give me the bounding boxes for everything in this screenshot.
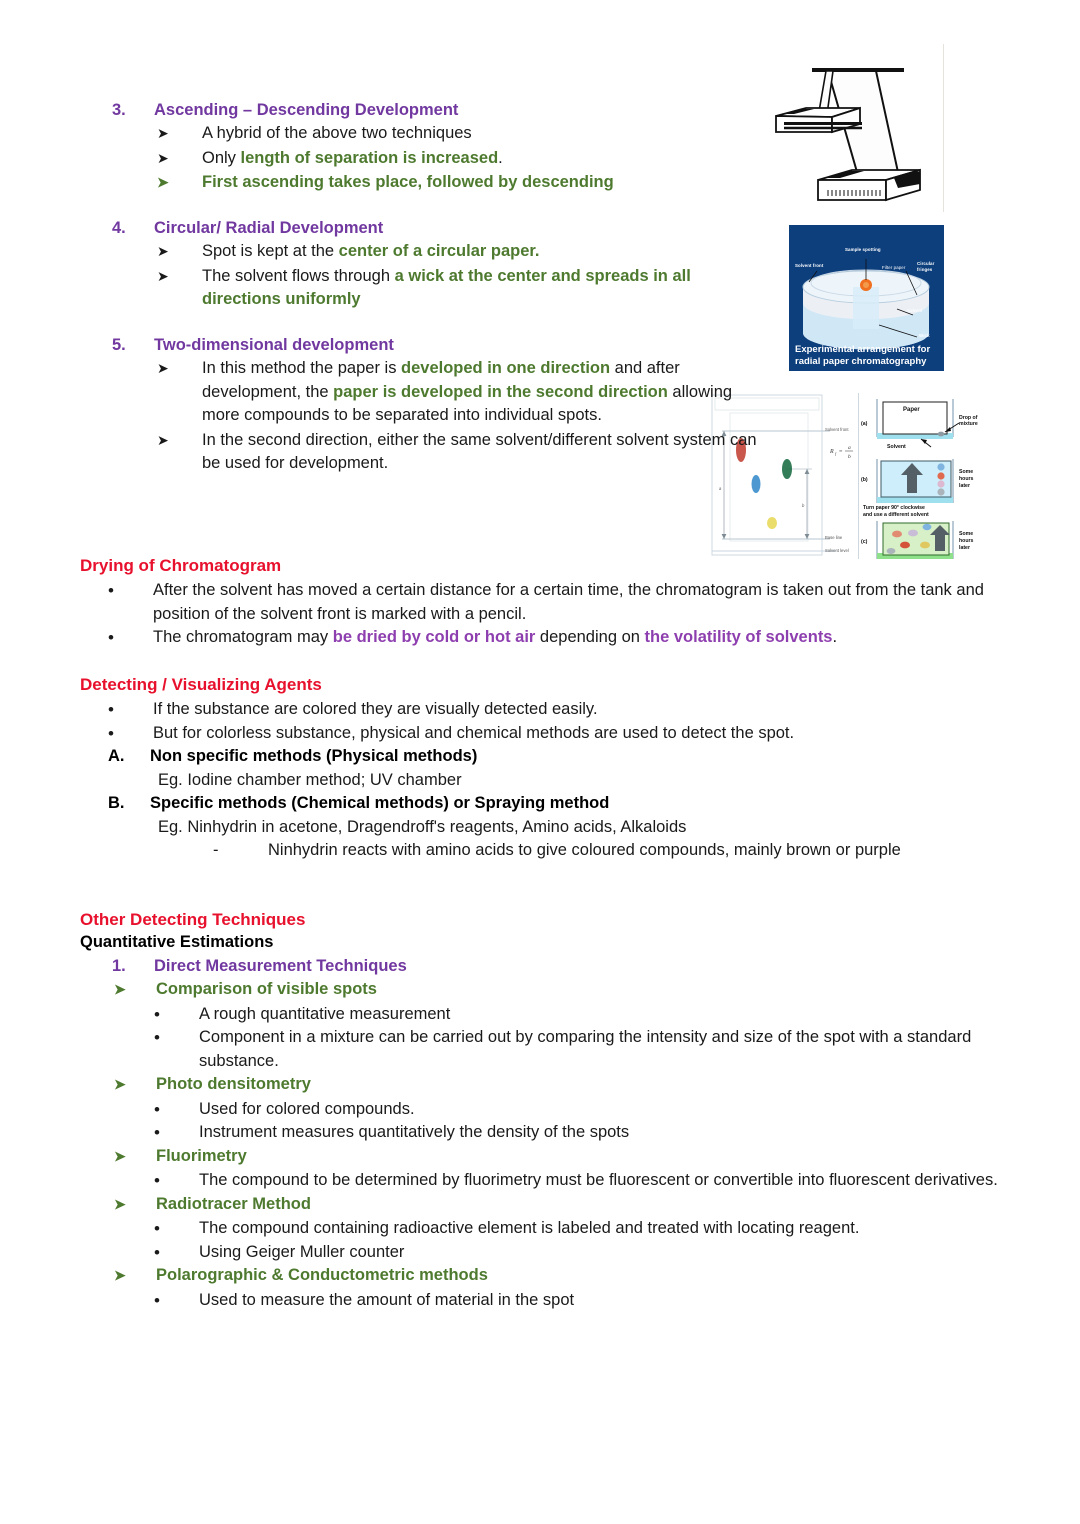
drying-bullet-1: After the solvent has moved a certain distance for a certain time, the chromatogram is taken out from the tank and position of the solvent front is marked with a pencil. [153, 581, 984, 623]
round-bullet-icon: • [154, 1242, 160, 1262]
list-item [108, 839, 1003, 863]
letter-a-marker: A. [108, 747, 125, 765]
seg-plain-2: and after development, the [202, 359, 680, 401]
label-some-hours-c2: hours [959, 538, 974, 544]
label-solvent-level: Solvent level [825, 548, 849, 553]
heading-direct-measurement [112, 955, 712, 979]
radial-label-circular-fringes: Circular fringes [917, 261, 935, 272]
list-item [155, 171, 755, 195]
item-3-title: Ascending – Descending Development [154, 101, 459, 119]
list-item [112, 1098, 995, 1122]
other-heading: Other Detecting Techniques [80, 910, 306, 929]
group-5-point-1: Used to measure the amount of material in the spot [199, 1290, 575, 1309]
list-item [108, 698, 995, 722]
svg-text:b: b [848, 454, 851, 460]
group-5-title: Polarographic & Conductometric methods [156, 1266, 488, 1284]
group-heading [112, 978, 995, 1002]
label-solvent-front-2d: Solvent front [825, 427, 849, 432]
item-5-bullet-2: In the second direction, either the same solvent/different solvent system can be used for development. [202, 430, 757, 472]
arrow-bullet-icon: ➤ [157, 267, 169, 284]
lettered-a-title: Non specific methods (Physical methods) [150, 747, 478, 765]
seg-plain-2: depending on [535, 628, 645, 646]
lettered-item-b [108, 792, 995, 816]
lettered-a-example: Eg. Iodine chamber method; UV chamber [158, 770, 462, 789]
dash-bullet-icon: - [213, 841, 219, 859]
label-turn-paper-line1: Turn paper 90° clockwise [863, 505, 925, 511]
radial-label-wick: Wick [919, 333, 930, 338]
arrow-bullet-icon: ➤ [157, 360, 169, 376]
text-emphasis: length of separation is increased [240, 148, 499, 167]
text-plain: The solvent flows through [202, 266, 395, 285]
list-item [112, 1026, 1024, 1073]
stage-b-group [877, 459, 953, 503]
round-bullet-icon: • [108, 581, 114, 600]
direct-measurement-title: Direct Measurement Techniques [154, 956, 407, 975]
seg-violet-2: the volatility of solvents [644, 628, 833, 646]
list-item [155, 240, 760, 264]
label-some-hours-b1: Some [959, 469, 974, 475]
svg-text:f: f [835, 451, 837, 456]
item-3-bullet-list [155, 122, 755, 196]
drying-heading: Drying of Chromatogram [80, 556, 282, 575]
group-heading [112, 1145, 995, 1169]
list-item [155, 122, 755, 146]
item-5-number: 5. [112, 336, 126, 354]
direct-measurement-number: 1. [112, 956, 126, 975]
arrow-bullet-icon: ➤ [157, 431, 169, 448]
seg-violet-1: be dried by cold or hot air [332, 628, 536, 646]
item-5-title: Two-dimensional development [154, 336, 394, 354]
label-drop-of-mixture-line1: Drop of [959, 415, 978, 421]
arrow-bullet-icon: ➤ [114, 1267, 126, 1283]
group-3-point-1: The compound to be determined by fluorimetry must be fluorescent or convertible into fluorescent derivatives. [199, 1171, 998, 1189]
arrow-bullet-icon: ➤ [114, 981, 126, 997]
label-drop-of-mixture-line2: mixture [959, 421, 978, 427]
group-2-title: Photo densitometry [156, 1075, 311, 1093]
group-1-point-2: Component in a mixture can be carried out by comparing the intensity and size of the spot with a standard substance. [199, 1028, 972, 1070]
item-3-bullet-3: First ascending takes place, followed by descending [202, 173, 614, 191]
group-heading [112, 1193, 995, 1217]
lettered-b-example: Eg. Ninhydrin in acetone, Dragendroff's reagents, Amino acids, Alkaloids [158, 817, 687, 836]
section-other-detecting-techniques [80, 910, 998, 1312]
item-3-bullet-1 [202, 122, 755, 146]
seg-green-1: developed in one direction [401, 359, 611, 377]
item-4-bullet-1 [202, 240, 760, 264]
figure-radial-chromatography [789, 225, 944, 371]
list-item [155, 265, 760, 312]
seg-plain-3: . [832, 628, 838, 646]
label-some-hours-b2: hours [959, 476, 974, 482]
seg-plain-1: The chromatogram may [153, 628, 333, 646]
round-bullet-icon: • [108, 723, 114, 743]
round-bullet-icon: • [154, 1171, 160, 1190]
detecting-heading: Detecting / Visualizing Agents [80, 675, 322, 694]
other-groups [80, 978, 998, 1312]
round-bullet-icon: • [154, 1028, 160, 1047]
label-solvent-2d: Solvent [887, 444, 906, 450]
drying-bullet-list [80, 579, 995, 650]
heading-item-4 [112, 217, 752, 241]
radial-figure-caption [795, 344, 940, 367]
item-5-bullet-list [155, 357, 763, 477]
list-item [108, 579, 995, 626]
list-item [112, 1169, 1034, 1193]
letter-b-marker: B. [108, 794, 125, 812]
seg-plain-1: In this method the paper is [202, 359, 402, 377]
seg-green-2: paper is developed in the second direction [333, 382, 668, 401]
seg-plain-3: allowing more compounds to be separated into individual spots. [202, 382, 733, 424]
figure-ascending-descending-apparatus [768, 44, 944, 212]
list-item [155, 357, 763, 428]
figure-2d-right-pane [859, 393, 993, 559]
radial-label-solvent: Solvent [907, 308, 923, 313]
item-5-bullet-1 [202, 357, 763, 428]
text-plain: Only [202, 148, 241, 167]
text-emphasis: a wick at the center and spreads in all directions uniformly [202, 266, 691, 308]
item-4-title: Circular/ Radial Development [154, 219, 384, 237]
detecting-bullet-list [80, 698, 995, 863]
round-bullet-icon: • [154, 1123, 160, 1142]
lettered-b-title: Specific methods (Chemical methods) or Spraying method [150, 794, 610, 812]
arrow-bullet-icon: ➤ [114, 1147, 126, 1164]
label-some-hours-c3: later [959, 545, 970, 551]
list-item [112, 1289, 995, 1313]
group-1-title: Comparison of visible spots [156, 980, 377, 998]
label-paper: Paper [903, 407, 920, 413]
item-4-bullet-2 [202, 265, 760, 312]
lettered-item-a [108, 745, 995, 769]
arrow-bullet-icon: ➤ [157, 125, 169, 141]
item-4-number: 4. [112, 219, 126, 237]
item-3-number: 3. [112, 101, 126, 119]
group-2-point-2: Instrument measures quantitatively the density of the spots [199, 1123, 630, 1141]
text-plain: Spot is kept at the [202, 242, 339, 260]
label-dimension-a: a [719, 486, 722, 491]
text-plain-after: . [498, 148, 503, 167]
list-item [108, 722, 995, 746]
text-emphasis: center of a circular paper. [338, 242, 540, 260]
group-heading [112, 1073, 995, 1097]
group-1-point-1: A rough quantitative measurement [199, 1004, 451, 1023]
list-item [155, 429, 763, 476]
round-bullet-icon: • [108, 700, 114, 719]
list-item [112, 1121, 995, 1145]
list-item [112, 1217, 995, 1241]
label-stage-b: (b) [861, 477, 868, 483]
section-drying-of-chromatogram [80, 556, 995, 650]
item-4-bullet-list [155, 240, 760, 313]
heading-item-5 [112, 334, 752, 358]
round-bullet-icon: • [154, 1099, 160, 1119]
list-item [112, 1241, 995, 1265]
section-detecting-visualizing-agents [80, 675, 995, 863]
round-bullet-icon: • [154, 1219, 160, 1238]
list-item [155, 147, 755, 171]
group-4-point-1: The compound containing radioactive element is labeled and treated with locating reagent. [199, 1219, 860, 1237]
label-some-hours-c1: Some [959, 531, 974, 537]
group-3-title: Fluorimetry [156, 1146, 247, 1165]
radial-label-filter-paper: Filter paper [882, 265, 906, 270]
svg-text:R: R [830, 449, 834, 455]
radial-caption-line1: Experimental arrangement for [795, 344, 931, 355]
arrow-bullet-icon: ➤ [114, 1076, 126, 1092]
list-item [112, 1003, 995, 1027]
drying-bullet-2 [153, 626, 995, 650]
group-2-point-1: Used for colored compounds. [199, 1099, 415, 1118]
arrow-bullet-icon: ➤ [157, 149, 169, 166]
arrow-bullet-icon: ➤ [114, 1195, 126, 1212]
apparatus-line-drawing [768, 44, 943, 212]
label-turn-paper-line2: and use a different solvent [863, 512, 929, 518]
text-plain: A hybrid of the above two techniques [202, 124, 472, 142]
group-heading [112, 1264, 995, 1288]
arrow-bullet-icon: ➤ [157, 174, 169, 190]
radial-label-sample-spotting: Sample spotting [845, 247, 881, 252]
lettered-b-sub-1: Ninhydrin reacts with amino acids to give coloured compounds, mainly brown or purple [268, 841, 901, 859]
svg-text:a: a [848, 445, 851, 451]
stage-c-group [877, 521, 953, 559]
round-bullet-icon: • [154, 1290, 160, 1310]
radial-caption-line2: radial paper chromatography [795, 355, 927, 367]
label-dimension-b: b [802, 503, 805, 508]
list-item [108, 626, 995, 650]
group-4-title: Radiotracer Method [156, 1194, 311, 1213]
label-some-hours-b3: later [959, 483, 970, 489]
svg-text:=: = [839, 449, 843, 455]
detecting-bullet-1: If the substance are colored they are visually detected easily. [153, 700, 598, 718]
arrow-bullet-icon: ➤ [157, 243, 169, 259]
group-4-point-2: Using Geiger Muller counter [199, 1242, 405, 1261]
label-stage-c: (c) [861, 539, 868, 545]
label-base-line: Base line [825, 535, 843, 540]
round-bullet-icon: • [108, 628, 114, 647]
round-bullet-icon: • [154, 1004, 160, 1024]
other-subheading: Quantitative Estimations [80, 933, 274, 951]
detecting-bullet-2: But for colorless substance, physical and chemical methods are used to detect the spot. [153, 723, 795, 742]
heading-item-3 [112, 99, 752, 123]
label-stage-a: (a) [861, 421, 868, 427]
radial-label-solvent-front: Solvent front [795, 263, 824, 268]
item-3-bullet-2 [202, 147, 755, 171]
